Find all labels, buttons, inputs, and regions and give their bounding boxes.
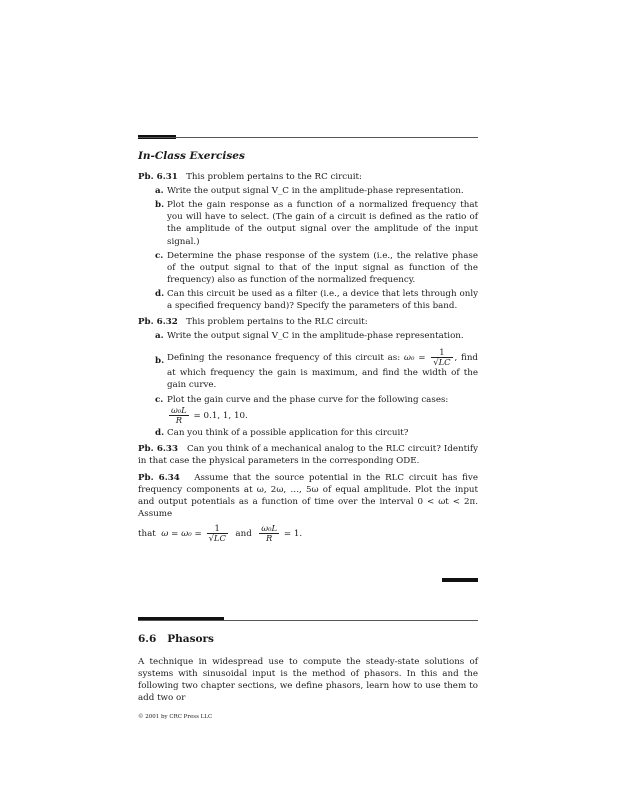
exercises-block xyxy=(138,150,478,545)
problem-6-32-items xyxy=(138,330,478,438)
top-rule xyxy=(138,137,478,138)
problem-text: This problem pertains to the RC circuit: xyxy=(186,172,362,183)
problem-6-32 xyxy=(138,316,478,328)
exercises-heading: In-Class Exercises xyxy=(138,150,245,162)
omega-fraction: $\frac{1}{√LC}$ xyxy=(208,523,226,544)
omega-zero-symbol: ω₀ = xyxy=(403,353,426,364)
list-item: b. Plot the gain response as a function of a normalized frequency that you will have to select. (The gain of a circuit is defined as the ratio of the amplitude of the output signal over the amplitude of the input signal.) xyxy=(155,200,478,247)
bottom-accent-bar xyxy=(442,578,478,582)
list-item: c. Plot the gain curve and the phase curve for the following cases: $\frac{\text{ω₀L}}{R}$ = 0.1, 1, 10. xyxy=(155,394,449,425)
section-body: A technique in widespread use to compute the steady-state solutions of systems with sinusoidal input is the method of phasors. In this and the following two chapter sections, we define phasors, learn how to use them to add two or xyxy=(138,657,478,704)
problem-label: Pb. 6.32 xyxy=(138,317,178,328)
problem-label: Pb. 6.34 xyxy=(138,472,180,483)
list-item: d. Can this circuit be used as a filter (i.e., a device that lets through only a specified frequency band)? Specify the parameters of this band. xyxy=(155,288,478,312)
list-item: a. Write the output signal V_C in the amplitude-phase representation. xyxy=(155,331,464,342)
copyright-notice: © 2001 by CRC Press LLC xyxy=(138,714,213,720)
section-rule xyxy=(138,620,478,621)
problem-text: This problem pertains to the RLC circuit: xyxy=(186,317,368,328)
problem-text: Assume that the source potential in the RLC circuit has five frequency components at ω, 2ω, …, 5ω of equal amplitude. Plot the input and output potentials as a function of time over the interval 0 < ωt < 2π. Assume xyxy=(138,472,478,520)
list-item: c. Determine the phase response of the system (i.e., the relative phase of the output signal to that of the input signal as function of the frequency) also as function of the normalized frequency. xyxy=(155,250,478,285)
problem-6-31 xyxy=(138,171,478,183)
problem-6-33 xyxy=(138,443,478,467)
problem-label: Pb. 6.33 xyxy=(138,443,179,454)
problem-label: Pb. 6.31 xyxy=(138,172,178,183)
resonance-fraction: $\frac{1}{√LC}$ xyxy=(433,347,451,368)
quality-fraction: $\frac{\text{ω₀L}}{R}$ xyxy=(171,404,187,425)
problem-6-31-items xyxy=(138,185,478,312)
problem-6-34-equation: that ω = ω₀ = $\frac{1}{√LC}$ and $\frac{\text{ω₀L}}{R}$ = 1. xyxy=(138,523,303,544)
list-item: a. Write the output signal V_C in the amplitude-phase representation. xyxy=(155,186,464,197)
section-title: 6.6 Phasors xyxy=(138,633,214,645)
problem-text: Can you think of a mechanical analog to the RLC circuit? Identify in that case the physical parameters in the corresponding ODE. xyxy=(138,443,478,466)
quality-fraction-2: $\frac{\text{ω₀L}}{R}$ xyxy=(261,523,278,544)
list-item: b. Defining the resonance frequency of this circuit as: ω₀ = $\frac{1}{√LC}$ , find at which frequency the gain is maximum, and find the width of the gain curve. xyxy=(155,347,478,391)
list-item: d. Can you think of a possible application for this circuit? xyxy=(155,427,409,438)
problem-6-34 xyxy=(138,472,478,520)
